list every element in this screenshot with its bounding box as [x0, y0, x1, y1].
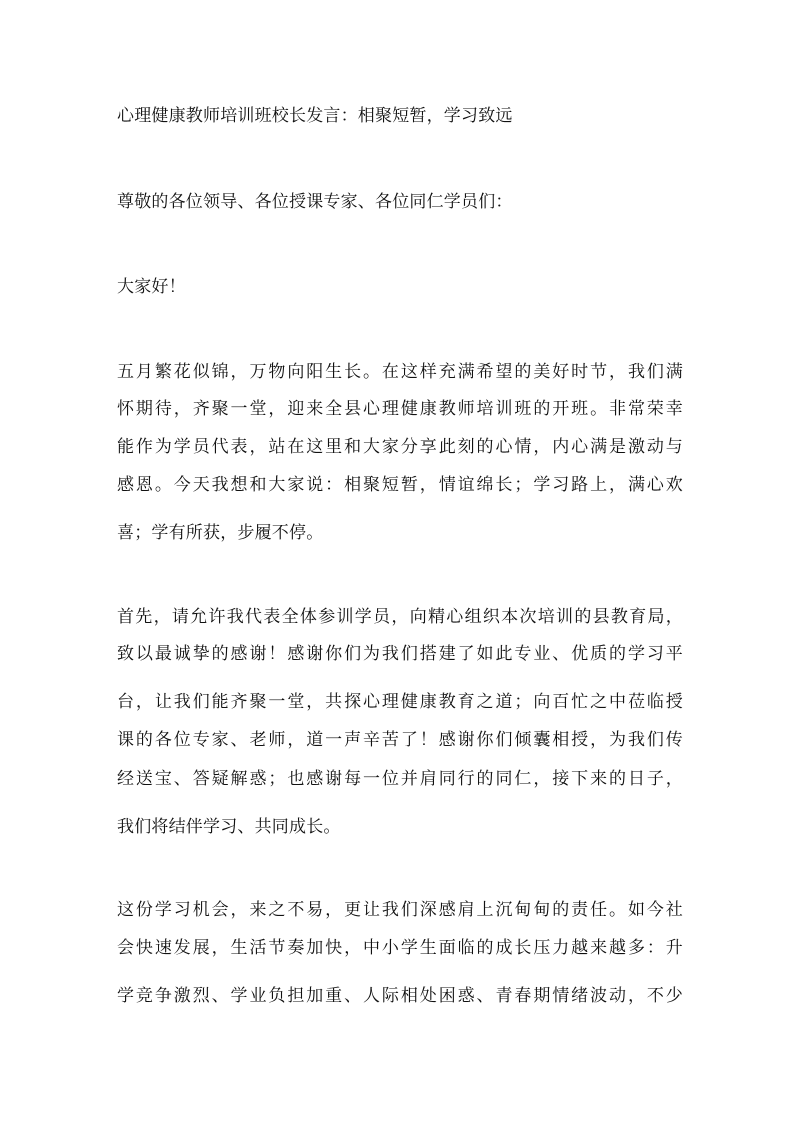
paragraph-line: 经送宝、答疑解惑；也感谢每一位并肩同行的同仁，接下来的日子，: [117, 769, 683, 789]
salutation: 尊敬的各位领导、各位授课专家、各位同仁学员们：: [117, 192, 513, 212]
paragraph-line: 我们将结伴学习、共同成长。: [117, 817, 341, 837]
greeting: 大家好！: [117, 277, 186, 297]
paragraph-line: 感恩。今天我想和大家说：相聚短暂，情谊绵长；学习路上，满心欢: [117, 475, 683, 495]
paragraph-line: 首先，请允许我代表全体参训学员，向精心组织本次培训的县教育局，: [117, 607, 683, 627]
paragraph-line: 五月繁花似锦，万物向阳生长。在这样充满希望的美好时节，我们满: [117, 362, 683, 382]
paragraph-line: 会快速发展，生活节奏加快，中小学生面临的成长压力越来越多：升: [117, 938, 683, 958]
paragraph-line: 喜；学有所获，步履不停。: [117, 523, 324, 543]
paragraph-line: 怀期待，齐聚一堂，迎来全县心理健康教师培训班的开班。非常荣幸: [117, 399, 683, 419]
paragraph-line: 能作为学员代表，站在这里和大家分享此刻的心情，内心满是激动与: [117, 437, 683, 457]
paragraph-line: 台，让我们能齐聚一堂，共探心理健康教育之道；向百忙之中莅临授: [117, 692, 683, 712]
paragraph-line: 课的各位专家、老师，道一声辛苦了！感谢你们倾囊相授，为我们传: [117, 730, 683, 750]
paragraph-line: 学竞争激烈、学业负担加重、人际相处困惑、青春期情绪波动，不少: [117, 986, 683, 1006]
document-title: 心理健康教师培训班校长发言：相聚短暂，学习致远: [117, 106, 513, 126]
paragraph-line: 这份学习机会，来之不易，更让我们深感肩上沉甸甸的责任。如今社: [117, 900, 683, 920]
paragraph-line: 致以最诚挚的感谢！感谢你们为我们搭建了如此专业、优质的学习平: [117, 644, 683, 664]
